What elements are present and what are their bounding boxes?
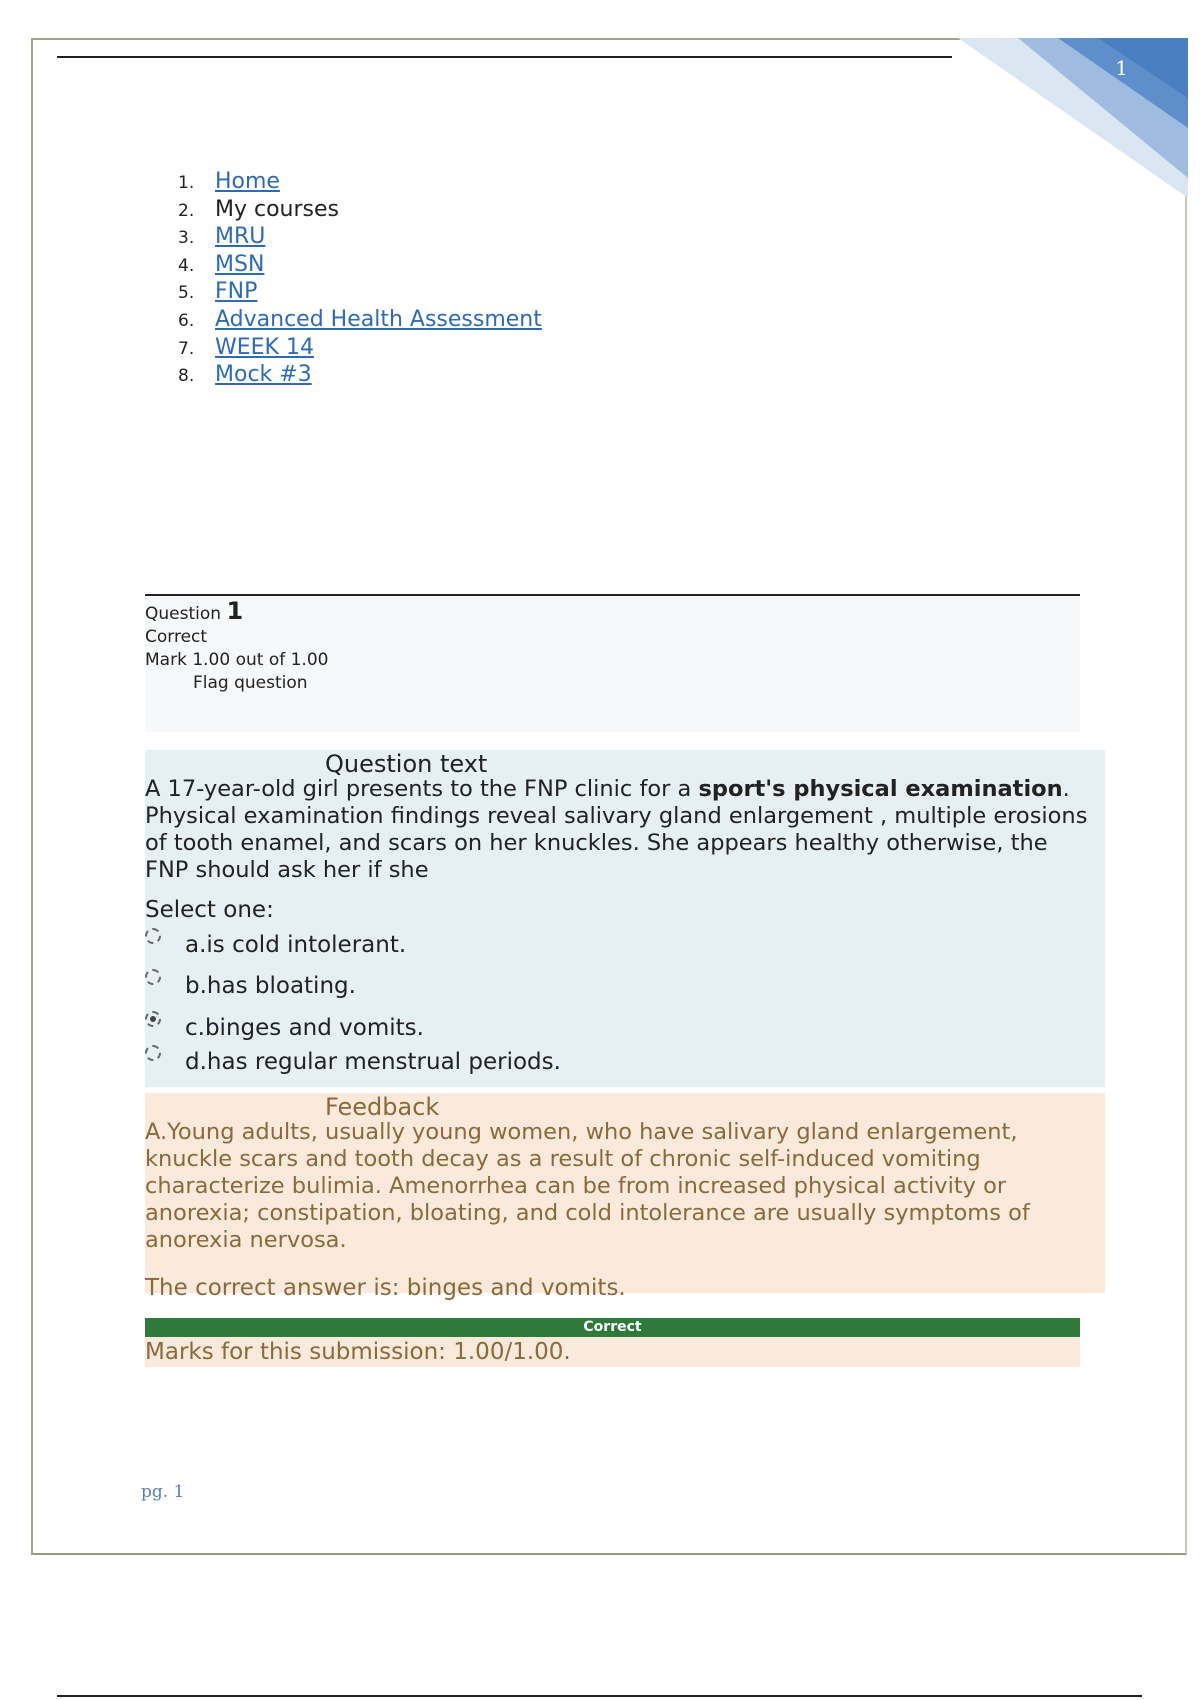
breadcrumb-item-msn: 4. MSN — [178, 251, 265, 277]
option-c-label: c.binges and vomits. — [185, 1015, 424, 1041]
header-rule — [57, 56, 952, 58]
radio-icon[interactable] — [145, 928, 161, 944]
breadcrumb-link-fnp[interactable]: FNP — [215, 279, 258, 305]
question-text-title: Question text — [325, 750, 488, 778]
breadcrumb-item-week: 7. WEEK 14 — [178, 334, 314, 360]
breadcrumb-link-mock[interactable]: Mock #3 — [215, 362, 312, 388]
option-b[interactable] — [145, 973, 356, 999]
select-one-label: Select one: — [145, 897, 274, 923]
bottom-rule — [57, 1695, 1142, 1697]
radio-checked-icon[interactable] — [145, 1011, 161, 1027]
page-number: 1 — [1115, 56, 1128, 80]
question-number: 1 — [226, 597, 244, 625]
breadcrumb-text-my-courses: My courses — [215, 196, 339, 222]
question-label: Question — [145, 604, 222, 624]
breadcrumb-item-mru: 3. MRU — [178, 224, 266, 250]
breadcrumb-item-course: 6. Advanced Health Assessment — [178, 306, 542, 332]
option-d[interactable] — [145, 1049, 561, 1075]
question-mark: Mark 1.00 out of 1.00 — [145, 650, 329, 670]
corner-decoration — [958, 38, 1188, 198]
breadcrumb-item-home: 1. Home — [178, 169, 280, 194]
option-a[interactable] — [145, 932, 406, 958]
breadcrumb-link-week[interactable]: WEEK 14 — [215, 334, 314, 360]
marks-submission: Marks for this submission: 1.00/1.00. — [145, 1337, 1080, 1367]
correct-answer: The correct answer is: binges and vomits. — [145, 1275, 626, 1301]
flag-question-link[interactable]: Flag question — [193, 673, 308, 693]
option-c[interactable] — [145, 1015, 424, 1041]
breadcrumb — [178, 169, 542, 390]
breadcrumb-item-my-courses: 2. My courses — [178, 196, 339, 222]
radio-icon[interactable] — [145, 969, 161, 985]
breadcrumb-link-course[interactable]: Advanced Health Assessment — [215, 306, 542, 332]
question-text-panel — [145, 750, 1105, 1087]
page-footer: pg. 1 — [141, 1482, 185, 1502]
breadcrumb-link-msn[interactable]: MSN — [215, 251, 265, 277]
breadcrumb-link-home[interactable]: Home — [215, 169, 280, 194]
correct-status-bar: Correct — [145, 1318, 1080, 1337]
question-text-body: A 17-year-old girl presents to the FNP clinic for a sport's physical examination. Physical examination findings reveal salivary gland enlargement , multiple erosions of tooth enamel, and scars on her knuckles. She appears healthy otherwise, the FNP should ask her if she — [145, 776, 1088, 883]
option-a-label: a.is cold intolerant. — [185, 932, 407, 958]
feedback-panel — [145, 1093, 1105, 1301]
question-info — [145, 596, 1080, 732]
question-state: Correct — [145, 627, 208, 647]
option-b-label: b.has bloating. — [185, 973, 356, 999]
breadcrumb-link-mru[interactable]: MRU — [215, 224, 266, 250]
option-d-label: d.has regular menstrual periods. — [185, 1049, 561, 1075]
breadcrumb-item-fnp: 5. FNP — [178, 279, 258, 305]
radio-icon[interactable] — [145, 1045, 161, 1061]
breadcrumb-item-mock: 8. Mock #3 — [178, 362, 312, 388]
feedback-text: A.Young adults, usually young women, who have salivary gland enlargement, knuckle scars and tooth decay as a result of chronic self-induced vomiting characterize bulimia. Amenorrhea can be from increased physical activity or anorexia; constipation, bloating, and cold intolerance are usually symptoms of anorexia nervosa. — [145, 1119, 1030, 1253]
feedback-title: Feedback — [325, 1093, 440, 1121]
